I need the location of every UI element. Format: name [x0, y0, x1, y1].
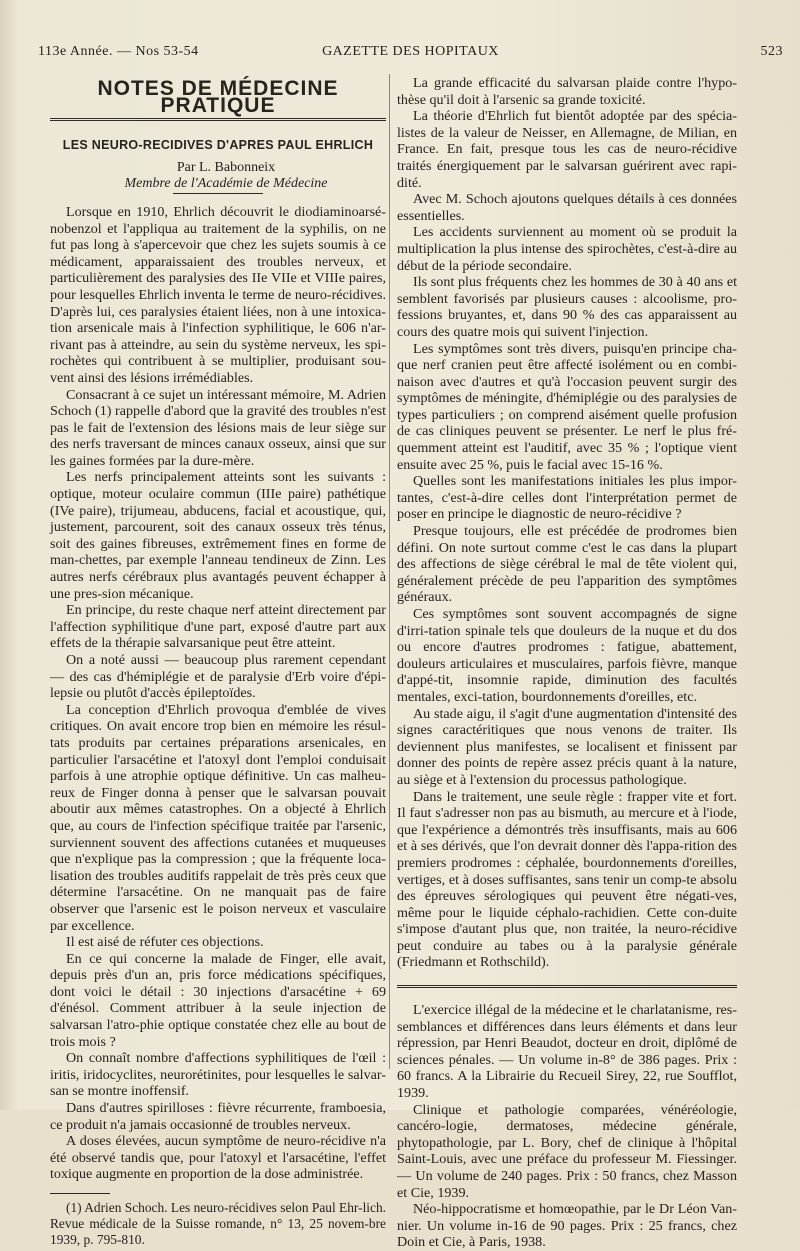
paragraph: Au stade aigu, il s'agit d'une augmentation d'intensité des signes caractéritiques que nous venons de traiter. Ils deviennent plus manifestes, se localisent et finissent par donner des points de repère assez précis quant à la nature, au siège et à l'extension du processus pathologique. — [397, 705, 737, 788]
author-rule — [173, 193, 263, 194]
paragraph: Ils sont plus fréquents chez les hommes de 30 à 40 ans et semblent favorisés par plusieurs causes : alcoolisme, pro-fessions bruyantes, et, dans 90 % des cas apparaissent au cours des quatre mois qui suivent l'injection. — [397, 274, 737, 340]
footnote-rule — [50, 1193, 110, 1194]
paragraph: La conception d'Ehrlich provoqua d'emblée de vives critiques. On avait encore trop bien en mémoire les résul-tats produits par certaines préparations arsenicales, en particulier l'arsacétine et l'atoxyl dont l'emploi conduisait parfois à une atrophie optique définitive. Un cas malheu-reux de Finger donna à penser que le salvarsan pouvait aboutir aux mêmes catastrophes. On a objecté à Ehrlich que, au cours de l'infection spécifique traitée par l'arsenic, surviennent souvent des affections cutanées et muqueuses que n'explique pas la compression ; que la fréquente loca-lisation des troubles auditifs rappelait de très près ceux que détermine l'arsacétine. On ne manquait pas de faire observer que l'arsenic est le poison nerveux et vasculaire par excellence. — [50, 701, 386, 934]
paragraph: Les nerfs principalement atteints sont les suivants : optique, moteur oculaire commun (IIIe paire) pathétique (IVe paire), trijumeau, abducens, facial et acoustique, qui, justement, parcourent, soit des canaux osseux très ténus, soit des gaines fibreuses, extrêmement fines en forme de man-chettes, par exemple l'anneau tendineux de Zinn. Les autres nerfs cérébraux plus avantagés peuvent échapper à une pres-sion mécanique. — [50, 469, 386, 602]
footnote: (1) Adrien Schoch. Les neuro-récidives selon Paul Ehr-lich. Revue médicale de la Suisse romande, n° 13, 25 novem-bre 1939, p. 795-810. — [50, 1200, 386, 1247]
paragraph: Dans d'autres spirilloses : fièvre récurrente, framboesia, ce produit n'a jamais occasionné de troubles nerveux. — [50, 1100, 386, 1133]
paragraph: La théorie d'Ehrlich fut bientôt adoptée par des spécia-listes de la valeur de Neisser, en Allemagne, de Milian, en France. En fait, presque tous les cas de neuro-récidive traités énergiquement par le salvarsan guérirent avec rapi-dité. — [397, 108, 737, 191]
article-title: LES NEURO-RECIDIVES D'APRES PAUL EHRLICH — [62, 138, 374, 153]
article-author: Par L. Babonneix — [176, 159, 276, 175]
paragraph: Lorsque en 1910, Ehrlich découvrit le diodiaminoarsé-nobenzol et l'appliqua au traitement de la syphilis, on ne fut pas long à s'apercevoir que chez les sujets soumis à ce médicament, apparaissaient des troubles nerveux, et particulièrement des paralysies des IIe VIIe et VIIIe paires, pour lesquelles Ehrlich inventa le terme de neuro-récidives. D'après lui, ces paralysies étaient liées, non à une intoxica-tion arsenicale mais à l'infection syphilitique, le 606 n'ar-rivant pas à atteindre, au sein du système nerveux, les spi-rochètes qui contribuent à se multiplier, produisant sou-vent ainsi des lésions irrémédiables. — [50, 203, 386, 386]
paragraph: On connaît nombre d'affections syphilitiques de l'œil : iritis, iridocyclites, neurorétinites, pour lesquelles le salvar-san se montre inoffensif. — [50, 1050, 386, 1100]
paragraph: Les accidents surviennent au moment où se produit la multiplication la plus intense des spirochètes, c'est-à-dire au début de la période secondaire. — [397, 224, 737, 274]
section-title: NOTES DE MÉDECINE PRATIQUE — [97, 77, 339, 117]
review-item: Clinique et pathologie comparées, vénéréologie, cancéro-logie, dermatoses, médecine générale, phytopathologie, par L. Bory, chef de clinique à l'hôpital Saint-Louis, avec une préface du professeur M. Fiessinger. — Un volume de 240 pages. Prix : 50 francs, chez Masson et Cie, 1939. — [397, 1101, 737, 1201]
paragraph: Quelles sont les manifestations initiales les plus impor-tantes, c'est-à-dire celles dont l'interprétation permet de poser en principe le diagnostic de neuro-récidive ? — [397, 473, 737, 523]
paragraph: En principe, du reste chaque nerf atteint directement par l'affection syphilitique d'une part, exposé d'autre part aux effets de la thérapie salvarsanique peut être atteint. — [50, 602, 386, 652]
paragraph: Avec M. Schoch ajoutons quelques détails à ces données essentielles. — [397, 191, 737, 224]
section-title-box — [50, 79, 386, 116]
paragraph: Ces symptômes sont souvent accompagnés de signe d'irri-tation spinale tels que douleurs de la nuque et du dos ou encore d'autres prodromes : fatigue, abattement, douleurs articulaires et musculaires, parfois fièvre, manque d'appé-tit, insomnie rapide, diminution des facultés mentales, exci-tation, bourdonnements d'oreilles, etc. — [397, 606, 737, 705]
page-header — [38, 44, 783, 64]
paragraph: La grande efficacité du salvarsan plaide contre l'hypo-thèse qu'il doit à l'arsenic sa grande toxicité. — [397, 75, 737, 108]
paragraph: Il est aisé de réfuter ces objections. — [66, 934, 264, 951]
review-item: Néo-hippocratisme et homœopathie, par le Dr Léon Van-nier. Un volume in-16 de 90 pages. Prix : 25 francs, chez Doin et Cie, à Paris, 1938. — [397, 1201, 737, 1251]
review-item: L'exercice illégal de la médecine et le charlatanisme, res-semblances et différences dans leurs éléments et dans leur répression, par Henri Beaudot, docteur en droit, diplômé de sciences pénales. — Un volume in-8° de 386 pages. Prix : 60 francs. A la Librairie du Recueil Sirey, 22, rue Soufflot, 1939. — [397, 1002, 737, 1102]
journal-title: GAZETTE DES HOPITAUX — [322, 44, 499, 59]
paragraph: A doses élevées, aucun symptôme de neuro-récidive n'a été observé tandis que, pour l'atoxyl et l'arsacétine, l'effet toxique augmente en proportion de la dose administrée. — [50, 1133, 386, 1183]
page-number: 523 — [760, 44, 783, 59]
author-title: Membre de l'Académie de Médecine — [124, 176, 328, 192]
paragraph: Les symptômes sont très divers, puisqu'en principe cha-que nerf cranien peut être affecté isolément ou en combi-naison avec d'autres et qu'à l'occasion peuvent surgir des symptômes de méningite, d'hémiplégie ou des paralysies de types particuliers ; on comprend aisément quelle profusion de cas cliniques peuvent se présenter. Le nerf le plus fré-quemment atteint est l'auditif, avec 35 % ; l'optique vient ensuite avec 25 %, puis le facial avec 15-16 %. — [397, 340, 737, 473]
paragraph: Presque toujours, elle est précédée de prodromes bien défini. On note surtout comme c'est le cas dans la plupart des affections de siège cérébral le mal de tête violent qui, généralement précède de peu l'apparition des symptômes généraux. — [397, 523, 737, 606]
section-separator — [397, 985, 737, 988]
paragraph: On a noté aussi — beaucoup plus rarement cependant — des cas d'hémiplégie et de paralysie d'Erb voire d'épi-lepsie ou plutôt d'accès épileptoïdes. — [50, 652, 386, 702]
left-column — [50, 75, 386, 1248]
paragraph: Dans le traitement, une seule règle : frapper vite et fort. Il faut s'adresser non pas au bismuth, au mercure et à l'iode, que l'expérience a démontrés très insuffisants, mais au 606 et à ses dérivés, que l'on devrait donner dès l'appa-rition des premiers prodromes : céphalée, bourdonnements d'oreilles, vertiges, et à doses suffisantes, sans tenir un comp-te absolu des épreuves sérologiques qui peuvent être négati-ves, même pour le liquide céphalo-rachidien. Cette con-duite s'impose d'autant plus que, non traitée, la neuro-récidive peut conduire au tabes ou à la paralysie générale (Friedmann et Rothschild). — [397, 788, 737, 971]
issue-number: 113e Année. — Nos 53-54 — [38, 44, 199, 59]
column-divider — [389, 74, 390, 1069]
title-rule — [50, 118, 386, 121]
right-column — [397, 75, 737, 1251]
paragraph: En ce qui concerne la malade de Finger, elle avait, depuis près d'un an, pris force médications spécifiques, dont voici le détail : 30 injections d'arsacétine + 69 d'énésol. Comment attribuer à la seule injection de salvarsan l'atro-phie optique constatée chez elle au bout de trois mois ? — [50, 950, 386, 1050]
paragraph: Consacrant à ce sujet un intéressant mémoire, M. Adrien Schoch (1) rappelle d'abord que la gravité des troubles n'est pas le fait de l'extension des lésions mais de leur siège sur des nerfs traversant de minces canaux osseux, ainsi que sur les gaines formées par la dure-mère. — [50, 386, 386, 469]
